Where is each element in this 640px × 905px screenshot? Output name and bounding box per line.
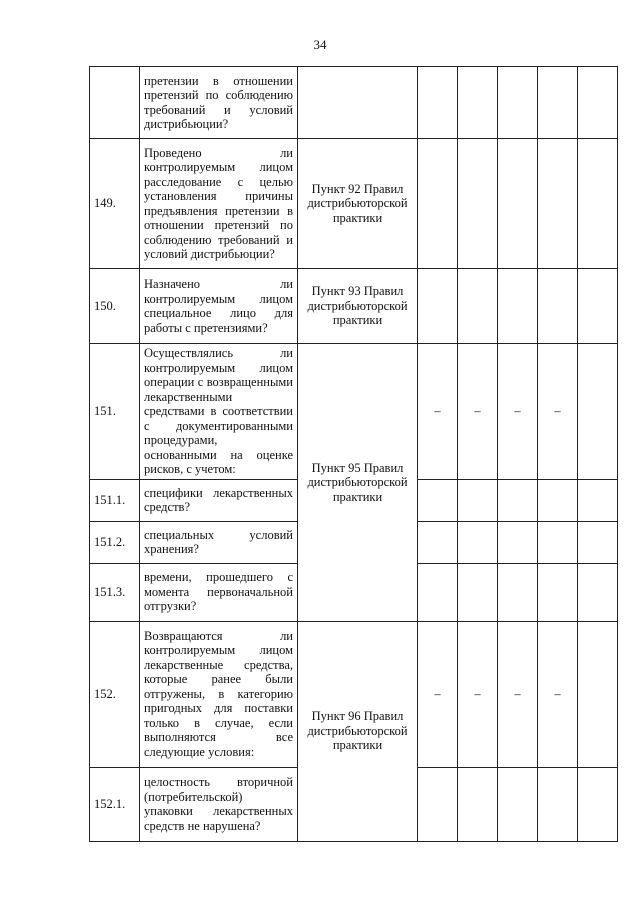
question-cell: специфики лекарственных средств? (140, 479, 298, 521)
answer-cell: – (498, 621, 538, 767)
note-cell (578, 521, 618, 563)
note-cell (578, 621, 618, 767)
checklist-table (89, 66, 618, 842)
answer-cell (418, 563, 458, 621)
answer-cell (418, 521, 458, 563)
reference-cell (298, 67, 418, 139)
answer-cell: – (458, 344, 498, 480)
question-cell: времени, прошедшего с момента первоначальной отгрузки? (140, 563, 298, 621)
table-row (90, 344, 618, 480)
answer-cell (458, 67, 498, 139)
note-cell: – (538, 344, 578, 480)
answer-cell: – (498, 344, 538, 480)
answer-cell (498, 269, 538, 344)
row-number: 151. (90, 344, 140, 480)
question-cell: специальных условий хранения? (140, 521, 298, 563)
note-cell (578, 139, 618, 269)
answer-cell (418, 139, 458, 269)
question-cell: Назначено ли контролируемым лицом специальное лицо для работы с претензиями? (140, 269, 298, 344)
note-cell: – (538, 621, 578, 767)
answer-cell (498, 67, 538, 139)
answer-cell (538, 479, 578, 521)
answer-cell (458, 521, 498, 563)
answer-cell (498, 521, 538, 563)
answer-cell (498, 139, 538, 269)
answer-cell (538, 767, 578, 841)
answer-cell (538, 563, 578, 621)
row-number: 152.1. (90, 767, 140, 841)
note-cell (578, 479, 618, 521)
answer-cell (538, 269, 578, 344)
question-cell: претензии в отношении претензий по соблюдению требований и условий дистрибьюции? (140, 67, 298, 139)
answer-cell (458, 563, 498, 621)
table-row (90, 621, 618, 767)
reference-cell: Пункт 93 Правил дистрибьюторской практики (298, 269, 418, 344)
note-cell (578, 269, 618, 344)
row-number: 149. (90, 139, 140, 269)
row-number: 151.1. (90, 479, 140, 521)
row-number: 150. (90, 269, 140, 344)
answer-cell (538, 139, 578, 269)
answer-cell (458, 767, 498, 841)
table-row (90, 139, 618, 269)
question-cell: Осуществлялись ли контролируемым лицом операции с возвращенными лекарственными средствами в соответствии с документированными процедурами, основанными на оценке рисков, с учетом: (140, 344, 298, 480)
answer-cell (498, 563, 538, 621)
note-cell (578, 563, 618, 621)
page-number: 34 (313, 37, 327, 52)
answer-cell: – (418, 344, 458, 480)
answer-cell (418, 269, 458, 344)
answer-cell (458, 479, 498, 521)
answer-cell (538, 521, 578, 563)
table-row (90, 269, 618, 344)
row-number (90, 67, 140, 139)
answer-cell (498, 479, 538, 521)
reference-cell-merged: Пункт 96 Правил дистрибьюторской практики (298, 621, 418, 841)
answer-cell (538, 67, 578, 139)
table-row (90, 67, 618, 139)
note-cell (578, 344, 618, 480)
reference-cell: Пункт 92 Правил дистрибьюторской практики (298, 139, 418, 269)
row-number: 151.2. (90, 521, 140, 563)
answer-cell (418, 479, 458, 521)
question-cell: Проведено ли контролируемым лицом расследование с целью установления причины предъявления претензии в отношении претензий по соблюдению требований и условий дистрибьюции? (140, 139, 298, 269)
reference-cell-merged: Пункт 95 Правил дистрибьюторской практики (298, 344, 418, 622)
answer-cell (458, 269, 498, 344)
question-cell: Возвращаются ли контролируемым лицом лекарственные средства, которые ранее были отгружены, в категорию пригодных для поставки только в случае, если выполняются все следующие условия: (140, 621, 298, 767)
answer-cell (418, 67, 458, 139)
question-cell: целостность вторичной (потребительской) упаковки лекарственных средств не нарушена? (140, 767, 298, 841)
answer-cell: – (458, 621, 498, 767)
answer-cell (418, 767, 458, 841)
answer-cell (498, 767, 538, 841)
row-number: 151.3. (90, 563, 140, 621)
note-cell (578, 67, 618, 139)
note-cell (578, 767, 618, 841)
answer-cell: – (418, 621, 458, 767)
row-number: 152. (90, 621, 140, 767)
answer-cell (458, 139, 498, 269)
